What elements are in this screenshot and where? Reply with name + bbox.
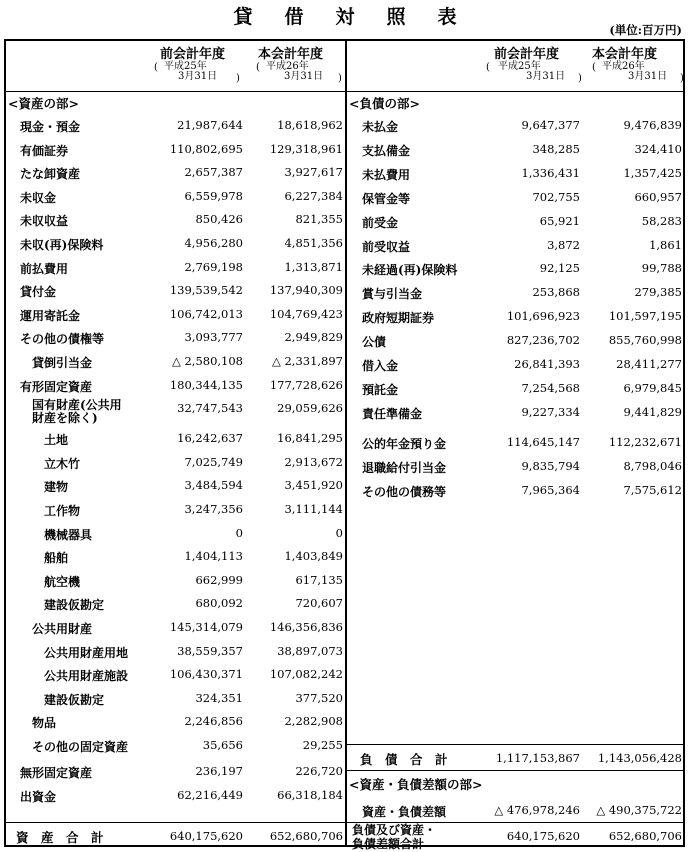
asset-prev-value: 139,539,542 <box>169 283 243 298</box>
asset-label: 工作物 <box>44 504 81 518</box>
asset-label: 立木竹 <box>44 456 81 471</box>
left-prev-header: 前会計年度 <box>160 47 226 62</box>
left-curr-header: 本会計年度 <box>258 47 324 62</box>
asset-curr-value: 2,949,829 <box>284 330 343 345</box>
asset-label: 機械器具 <box>44 527 93 542</box>
asset-label: 建設仮勘定 <box>44 598 105 613</box>
left-curr-date: 平成26年 3月31日 <box>266 61 324 82</box>
asset-label: 有形固定資産 <box>20 379 93 394</box>
asset-prev-value: 6,559,978 <box>184 188 243 203</box>
asset-label: 無形固定資産 <box>20 765 93 780</box>
asset-curr-value: 0 <box>335 525 343 540</box>
asset-curr-value: 4,851,356 <box>284 236 343 250</box>
asset-curr-value: 2,913,672 <box>284 454 343 469</box>
grand-total-rule <box>4 822 685 823</box>
liability-prev-value: 26,841,393 <box>514 357 580 371</box>
liability-curr-value: 28,411,277 <box>616 357 682 371</box>
asset-curr-value: 129,318,961 <box>269 141 343 156</box>
liability-label: 公的年金預り金 <box>362 436 447 451</box>
liab-total-rule-bottom <box>346 770 685 771</box>
asset-prev-value: 850,426 <box>195 212 243 227</box>
liability-prev-value: 7,965,364 <box>521 482 580 497</box>
asset-label: 出資金 <box>20 790 57 805</box>
center-divider <box>345 39 347 847</box>
asset-curr-value: 6,227,384 <box>284 188 343 203</box>
liability-curr-value: 101,597,195 <box>608 309 682 324</box>
liability-label: 未払金 <box>362 120 399 134</box>
title-char: 対 <box>335 6 355 28</box>
liability-prev-value: 1,336,431 <box>521 165 580 180</box>
right-curr-paren-close: ) <box>680 73 684 84</box>
asset-curr-value: 377,520 <box>295 690 343 705</box>
asset-prev-value: 110,802,695 <box>169 141 243 156</box>
asset-prev-value: 180,344,135 <box>169 377 243 392</box>
grand-total-prev: 640,175,620 <box>506 829 580 843</box>
asset-prev-value: 3,247,356 <box>184 502 243 516</box>
liability-curr-value: 112,232,671 <box>608 434 682 449</box>
asset-curr-value: 821,355 <box>295 212 343 227</box>
asset-curr-value: 38,897,073 <box>277 643 343 658</box>
liability-curr-value: 9,476,839 <box>623 118 682 132</box>
liability-prev-value: 7,254,568 <box>521 380 580 395</box>
right-prev-header: 前会計年度 <box>494 47 560 62</box>
asset-prev-value: 35,656 <box>202 738 243 752</box>
right-prev-date: 平成25年 3月31日 <box>498 61 566 82</box>
asset-label: 前払費用 <box>20 261 69 276</box>
liability-curr-value: 324,410 <box>634 141 682 156</box>
liab-total-curr: 1,143,056,428 <box>597 751 682 765</box>
asset-curr-value: 18,618,962 <box>277 118 343 132</box>
net-prev: △ 476,978,246 <box>494 803 580 817</box>
asset-curr-value: 66,318,184 <box>277 788 343 803</box>
liability-label: 前受金 <box>362 215 399 230</box>
asset-prev-value: 106,430,371 <box>169 667 243 682</box>
asset-label: その他の債権等 <box>20 332 105 347</box>
grand-total-label: 負債及び資産・ 負債差額合計 <box>352 823 437 851</box>
asset-prev-value: 3,484,594 <box>184 478 243 493</box>
liabilities-section-label: <負債の部> <box>349 96 420 111</box>
right-prev-paren-close: ) <box>578 73 582 84</box>
asset-prev-value: 7,025,749 <box>184 454 243 469</box>
page-title <box>0 2 690 29</box>
asset-label: 公共用財産施設 <box>44 669 129 684</box>
asset-prev-value: 324,351 <box>195 690 243 705</box>
asset-curr-value: 226,720 <box>295 763 343 778</box>
unit-label: (単位:百万円) <box>609 23 682 37</box>
asset-curr-value: 720,607 <box>295 596 343 611</box>
asset-curr-value: 16,841,295 <box>277 431 343 446</box>
left-prev-paren-open: ( <box>154 62 158 73</box>
title-char: 照 <box>386 6 406 28</box>
asset-label: たな卸資産 <box>20 167 81 182</box>
liability-prev-value: 702,755 <box>532 189 580 204</box>
asset-label: 公共用財産 <box>32 622 93 636</box>
asset-label: 貸付金 <box>20 285 57 300</box>
asset-curr-value: 617,135 <box>295 572 343 587</box>
asset-prev-value: 3,093,777 <box>184 330 243 345</box>
asset-prev-value: 62,216,449 <box>177 788 243 803</box>
liability-label: 預託金 <box>362 382 399 397</box>
asset-prev-value: 2,769,198 <box>184 259 243 274</box>
liability-prev-value: 114,645,147 <box>506 434 580 449</box>
asset-label: 貸倒引当金 <box>32 356 93 370</box>
liability-prev-value: 9,227,334 <box>521 404 580 419</box>
asset-label: 有価証券 <box>20 143 69 158</box>
asset-prev-value: 32,747,543 <box>177 401 243 416</box>
liability-prev-value: 348,285 <box>532 141 580 156</box>
liability-label: 賞与引当金 <box>362 287 423 302</box>
asset-label: 未収(再)保険料 <box>20 238 104 252</box>
liability-curr-value: 279,385 <box>634 285 682 300</box>
liability-label: 責任準備金 <box>362 406 423 421</box>
net-curr: △ 490,375,722 <box>596 803 682 817</box>
asset-label: 未収金 <box>20 190 57 205</box>
liability-prev-value: 9,647,377 <box>521 118 580 132</box>
right-curr-date: 平成26年 3月31日 <box>602 61 668 82</box>
asset-curr-value: 29,255 <box>302 738 343 752</box>
liability-curr-value: 8,798,046 <box>623 458 682 473</box>
left-curr-paren-close: ) <box>338 73 342 84</box>
liability-prev-value: 3,872 <box>547 237 580 252</box>
right-curr-paren-open: ( <box>592 62 596 73</box>
liability-curr-value: 7,575,612 <box>623 482 682 497</box>
asset-label: 土地 <box>44 433 69 448</box>
left-prev-date: 平成25年 3月31日 <box>164 61 218 82</box>
asset-prev-value: 21,987,644 <box>177 118 243 132</box>
asset-prev-value: 16,242,637 <box>177 431 243 446</box>
title-char: 表 <box>437 6 457 28</box>
liab-total-prev: 1,117,153,867 <box>495 751 580 765</box>
liability-prev-value: 65,921 <box>539 213 580 228</box>
liability-curr-value: 660,957 <box>634 189 682 204</box>
liability-label: 支払備金 <box>362 143 411 158</box>
asset-label: 建物 <box>44 480 69 495</box>
header-rule <box>4 91 685 92</box>
assets-total-label: 資 産 合 計 <box>16 830 104 845</box>
asset-prev-value: 236,197 <box>195 763 243 778</box>
asset-prev-value: 0 <box>235 525 243 540</box>
asset-prev-value: 4,956,280 <box>184 236 243 250</box>
asset-curr-value: 2,282,908 <box>284 714 343 729</box>
asset-label: その他の固定資産 <box>32 740 129 754</box>
asset-curr-value: 137,940,309 <box>269 283 343 298</box>
asset-curr-value: △ 2,331,897 <box>271 354 343 368</box>
asset-curr-value: 3,111,144 <box>284 502 343 516</box>
grand-total-curr: 652,680,706 <box>608 829 682 843</box>
liability-prev-value: 827,236,702 <box>506 333 580 348</box>
asset-label: 現金・預金 <box>20 120 81 134</box>
asset-prev-value: 662,999 <box>195 572 243 587</box>
asset-curr-value: 1,313,871 <box>284 259 343 274</box>
liability-curr-value: 1,357,425 <box>623 165 682 180</box>
asset-curr-value: 177,728,626 <box>269 377 343 392</box>
asset-label: 建設仮勘定 <box>44 692 105 707</box>
asset-prev-value: △ 2,580,108 <box>171 354 243 368</box>
asset-curr-value: 3,451,920 <box>284 478 343 493</box>
assets-section-label: <資産の部> <box>8 96 79 111</box>
asset-label: 運用寄託金 <box>20 308 81 323</box>
liability-label: その他の債務等 <box>362 484 447 499</box>
left-prev-paren-close: ) <box>236 73 240 84</box>
assets-total-curr: 652,680,706 <box>269 829 343 843</box>
liability-label: 借入金 <box>362 359 399 373</box>
asset-prev-value: 1,404,113 <box>184 549 243 564</box>
liability-label: 前受収益 <box>362 239 411 254</box>
liability-prev-value: 9,835,794 <box>521 458 580 473</box>
left-curr-paren-open: ( <box>256 62 260 73</box>
asset-prev-value: 38,559,357 <box>177 643 243 658</box>
asset-label: 航空機 <box>44 574 81 589</box>
asset-label: 国有財産(公共用 財産を除く) <box>32 398 122 426</box>
title-char: 貸 <box>233 6 253 28</box>
liability-label: 退職給付引当金 <box>362 460 447 475</box>
asset-prev-value: 106,742,013 <box>169 306 243 321</box>
asset-prev-value: 145,314,079 <box>169 620 243 634</box>
liab-total-rule-top <box>346 744 685 745</box>
liability-prev-value: 253,868 <box>532 285 580 300</box>
liability-curr-value: 99,788 <box>641 261 682 276</box>
asset-label: 未収収益 <box>20 214 69 229</box>
liability-curr-value: 6,979,845 <box>623 380 682 395</box>
asset-curr-value: 107,082,242 <box>269 667 343 682</box>
liability-label: 未払費用 <box>362 167 411 182</box>
asset-curr-value: 104,769,423 <box>269 306 343 321</box>
asset-curr-value: 146,356,836 <box>269 620 343 634</box>
title-char: 借 <box>284 6 304 28</box>
asset-prev-value: 2,246,856 <box>184 714 243 729</box>
asset-prev-value: 680,092 <box>195 596 243 611</box>
liability-prev-value: 92,125 <box>539 261 580 276</box>
assets-total-prev: 640,175,620 <box>169 829 243 843</box>
liability-curr-value: 855,760,998 <box>608 333 682 348</box>
asset-label: 船舶 <box>44 551 69 566</box>
liability-label: 政府短期証券 <box>362 311 435 326</box>
liability-label: 保管金等 <box>362 191 411 206</box>
liability-curr-value: 58,283 <box>641 213 682 228</box>
asset-label: 物品 <box>32 716 57 731</box>
asset-prev-value: 2,657,387 <box>184 165 243 180</box>
net-section-label: <資産・負債差額の部> <box>349 777 483 792</box>
asset-curr-value: 3,927,617 <box>284 165 343 180</box>
liability-label: 公債 <box>362 335 387 350</box>
liability-curr-value: 9,441,829 <box>623 404 682 419</box>
right-prev-paren-open: ( <box>486 62 490 73</box>
liab-total-label: 負 債 合 計 <box>360 752 448 767</box>
liability-curr-value: 1,861 <box>649 237 682 252</box>
liability-prev-value: 101,696,923 <box>506 309 580 324</box>
asset-curr-value: 1,403,849 <box>284 549 343 564</box>
asset-curr-value: 29,059,626 <box>277 401 343 416</box>
liability-label: 未経過(再)保険料 <box>362 263 458 278</box>
right-curr-header: 本会計年度 <box>592 47 658 62</box>
asset-label: 公共用財産用地 <box>44 645 129 660</box>
net-label: 資産・負債差額 <box>362 805 447 819</box>
